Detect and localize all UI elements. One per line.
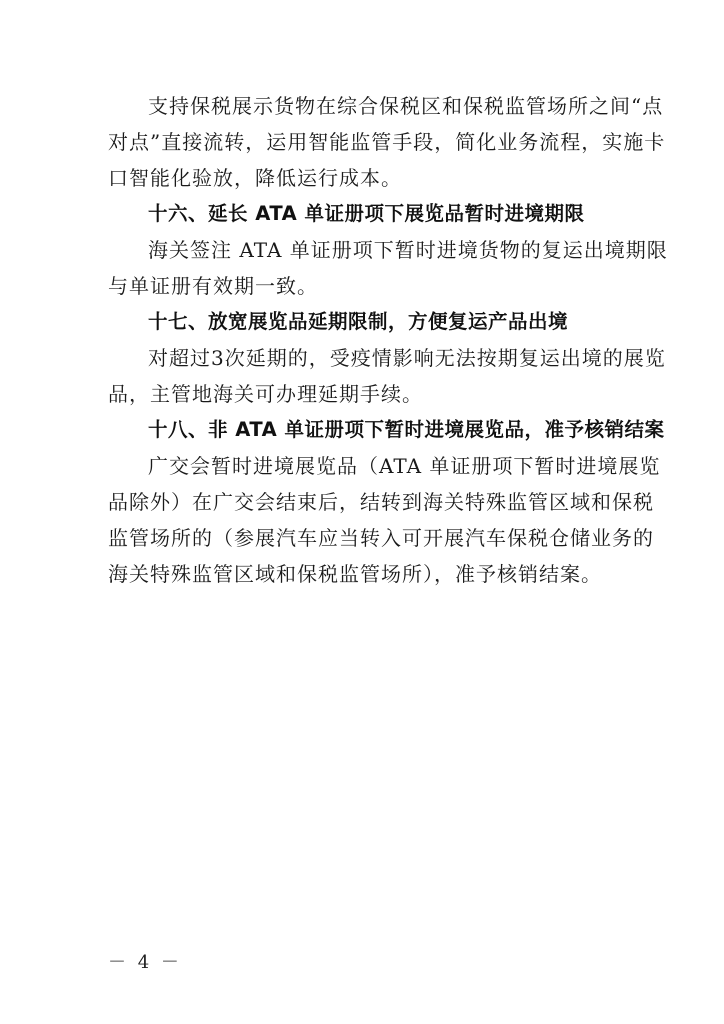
paragraph-18: [108, 448, 661, 592]
text-line: 品除外）在广交会结束后，结转到海关特殊监管区域和保税: [108, 490, 654, 514]
text-line: 口智能化验放，降低运行成本。: [108, 166, 402, 190]
document-body: [108, 88, 668, 592]
text-line: 对点”直接流转，运用智能监管手段，简化业务流程，实施卡: [108, 130, 666, 154]
text-line: 品，主管地海关可办理延期手续。: [108, 382, 423, 406]
text-line: 监管场所的（参展汽车应当转入可开展汽车保税仓储业务的: [108, 526, 654, 550]
text-line: 广交会暂时进境展览品（ATA 单证册项下暂时进境展览: [148, 454, 661, 478]
page-number: － 4 －: [108, 952, 182, 973]
text-line: 对超过3次延期的，受疫情影响无法按期复运出境的展览: [148, 346, 666, 370]
text-line: 海关特殊监管区域和保税监管场所），准予核销结案。: [108, 562, 602, 586]
section-heading-18: 十八、非 ATA 单证册项下暂时进境展览品，准予核销结案: [148, 418, 665, 441]
text-line: 海关签注 ATA 单证册项下暂时进境货物的复运出境期限: [148, 238, 668, 262]
text-line: 支持保税展示货物在综合保税区和保税监管场所之间“点: [148, 94, 664, 118]
paragraph-bonded-display: [108, 88, 666, 196]
paragraph-16: [108, 232, 668, 304]
section-heading-17: 十七、放宽展览品延期限制，方便复运产品出境: [148, 310, 569, 333]
paragraph-17: [108, 340, 666, 412]
section-heading-16: 十六、延长 ATA 单证册项下展览品暂时进境期限: [148, 202, 585, 225]
text-line: 与单证册有效期一致。: [108, 274, 318, 298]
